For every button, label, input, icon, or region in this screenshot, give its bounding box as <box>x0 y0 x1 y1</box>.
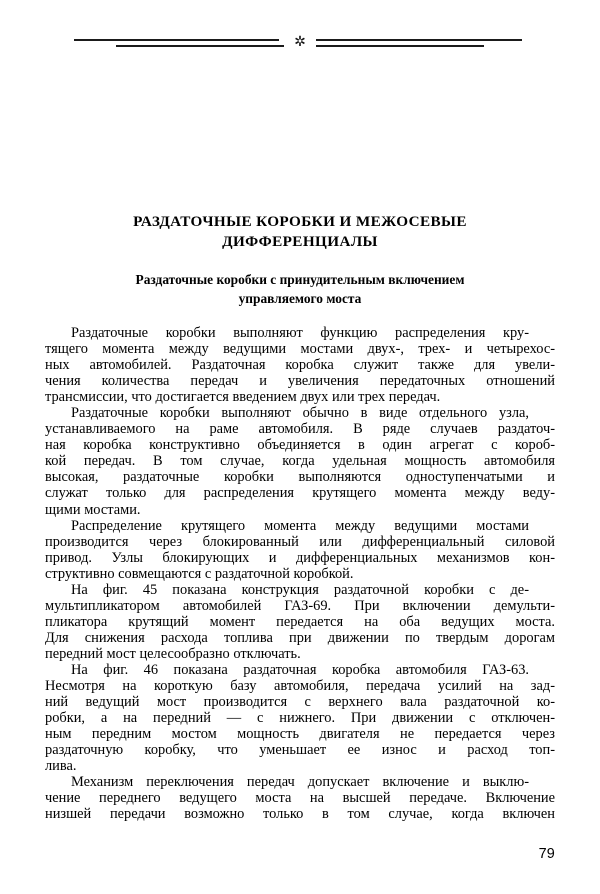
text-line: чения количества передач и увеличения передаточных отношений <box>45 373 555 390</box>
text-line: пликатора крутящий момент передается на оба ведущих моста. <box>45 613 555 630</box>
text-line: трансмиссии, что достигается введением двух или трех передач. <box>45 389 441 406</box>
text-line: высокая, раздаточные коробки выполняются одноступенчатыми и <box>45 469 555 486</box>
ornament-rules-left <box>74 36 284 50</box>
asterisk-ornament-icon: ✲ <box>294 34 306 50</box>
text-line: Распределение крутящего момента между ведущими мостами <box>71 517 529 534</box>
paragraph <box>45 774 555 822</box>
text-line: низшей передачи возможно только в том случае, когда включен <box>45 806 555 823</box>
text-line: устанавливаемого на раме автомобиля. В ряде случаев раздаточ- <box>45 421 555 438</box>
paragraph <box>45 662 555 774</box>
page-title-line: РАЗДАТОЧНЫЕ КОРОБКИ И МЕЖОСЕВЫЕ <box>133 213 467 230</box>
paragraph <box>45 518 555 582</box>
section-subtitle-line: управляемого моста <box>238 291 362 306</box>
text-line: чение переднего ведущего моста на высшей передаче. Включение <box>45 790 555 807</box>
top-ornament <box>0 30 600 56</box>
text-line: ных автомобилей. Раздаточная коробка служит также для увели- <box>45 357 555 374</box>
text-line: служат только для распределения крутящего момента между веду- <box>45 485 555 502</box>
text-line: Несмотря на короткую базу автомобиля, передача усилий на зад- <box>45 678 555 695</box>
text-line: передний мост целесообразно отключать. <box>45 645 301 662</box>
text-line: ным передним мостом мощность двигателя не передается через <box>45 726 555 743</box>
text-line: щими мостами. <box>45 501 141 518</box>
text-line: тящего момента между ведущими мостами двух-, трех- и четырехос- <box>45 341 555 358</box>
ornament-rule-right-upper <box>316 39 522 41</box>
text-line: структивно совмещаются с раздаточной коробкой. <box>45 565 354 582</box>
text-line: робки, а на передний — с нижнего. При движении с отключен- <box>45 710 555 727</box>
text-line: На фиг. 45 показана конструкция раздаточной коробки с де- <box>71 581 529 598</box>
section-subtitle <box>45 270 555 308</box>
text-line: Механизм переключения передач допускает включение и выклю- <box>71 774 529 791</box>
body-copy <box>45 325 555 822</box>
text-line: раздаточную коробку, что уменьшает ее износ и расход топ- <box>45 742 555 759</box>
text-line: привод. Узлы блокирующих и дифференциальных механизмов кон- <box>45 549 555 566</box>
page-number: 79 <box>538 846 555 862</box>
text-line: Раздаточные коробки выполняют функцию распределения кру- <box>71 325 529 341</box>
paragraph <box>45 325 555 405</box>
ornament-rules-right <box>316 36 526 50</box>
section-subtitle-line: Раздаточные коробки с принудительным включением <box>135 272 465 287</box>
text-line: ний ведущий мост производится с верхнего вала раздаточной ко- <box>45 694 555 711</box>
page-title <box>45 212 555 252</box>
page-title-line: ДИФФЕРЕНЦИАЛЫ <box>222 233 378 250</box>
ornament-rule-right-lower <box>316 45 484 47</box>
text-line: мультипликатором автомобилей ГАЗ-69. При включении демульти- <box>45 597 555 614</box>
paragraph <box>45 405 555 517</box>
ornament-rule-left-lower <box>116 45 284 47</box>
text-line: ная коробка конструктивно объединяется в один агрегат с короб- <box>45 437 555 454</box>
text-line: Раздаточные коробки выполняют обычно в виде отдельного узла, <box>71 405 529 422</box>
paragraph <box>45 582 555 662</box>
text-line: На фиг. 46 показана раздаточная коробка автомобиля ГАЗ-63. <box>71 661 529 678</box>
text-line: Для снижения расхода топлива при движении по твердым дорогам <box>45 629 555 646</box>
text-line: кой передач. В том случае, когда удельная мощность автомобиля <box>45 453 555 470</box>
text-block <box>45 212 555 822</box>
text-line: лива. <box>45 758 77 775</box>
text-line: производится через блокированный или дифференциальный силовой <box>45 533 555 550</box>
ornament-rule-left-upper <box>74 39 279 41</box>
